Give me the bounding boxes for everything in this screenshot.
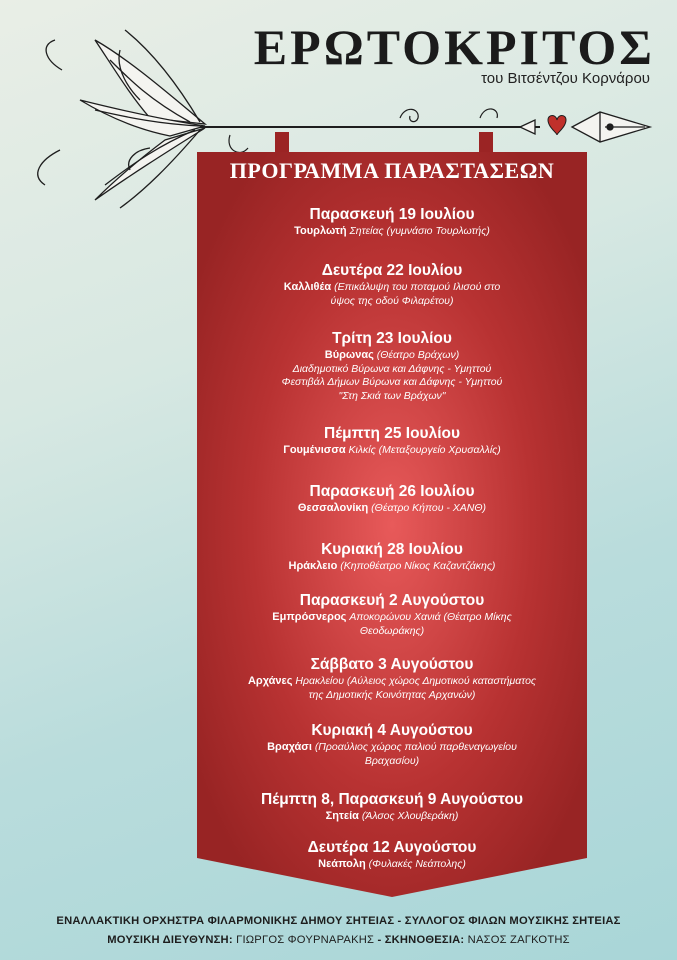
event-detail: Αποκορώνου Χανιά (Θέατρο Μίκης [349, 611, 512, 623]
event-detail: (Άλσος Χλουβεράκη) [361, 810, 459, 822]
event-detail: Ηρακλείου (Αύλειος χώρος Δημοτικού καταστήματος [295, 675, 537, 687]
event-item [197, 540, 587, 574]
program-heading: ΠΡΟΓΡΑΜΜΑ ΠΑΡΑΣΤΑΣΕΩΝ [229, 158, 555, 183]
event-item [197, 591, 587, 638]
event-date: Κυριακή 4 Αυγούστου [311, 722, 473, 739]
event-date: Παρασκευή 26 Ιουλίου [309, 483, 475, 500]
event-date: Παρασκευή 19 Ιουλίου [309, 206, 475, 223]
event-item [197, 261, 587, 308]
event-place: Εμπρόσνερος [272, 611, 347, 623]
event-detail: Φεστιβάλ Δήμων Βύρωνα και Δάφνης - Υμηττού [281, 376, 503, 388]
event-date: Τρίτη 23 Ιουλίου [332, 330, 452, 347]
event-item [197, 329, 587, 403]
event-detail: (Θέατρο Κήπου - ΧΑΝΘ) [371, 502, 487, 514]
event-detail: Διαδημοτικό Βύρωνα και Δάφνης - Υμηττού [292, 362, 492, 375]
event-item [197, 790, 587, 824]
event-place: Γουμένισσα [283, 444, 346, 456]
event-date: Σάββατο 3 Αυγούστου [310, 656, 474, 673]
event-date: Πέμπτη 25 Ιουλίου [324, 425, 460, 442]
event-date: Δευτέρα 22 Ιουλίου [321, 262, 463, 279]
event-detail: (Προαύλιος χώρος παλιού παρθεναγωγείου [314, 741, 517, 753]
credits-separator: - [374, 934, 385, 946]
event-detail: (Φυλακές Νεάπολης) [368, 858, 466, 870]
event-date: Κυριακή 28 Ιουλίου [321, 541, 463, 558]
event-item [197, 838, 587, 872]
event-item [197, 655, 587, 702]
event-detail: Βραχασίου) [364, 754, 420, 767]
music-director-name: ΓΙΩΡΓΟΣ ΦΟΥΡΝΑΡΑΚΗΣ [236, 934, 375, 946]
footer-credits [0, 934, 677, 946]
director-label: ΣΚΗΝΟΘΕΣΙΑ: [384, 934, 465, 946]
page-subtitle: του Βιτσέντζου Κορνάρου [481, 70, 650, 87]
event-date: Παρασκευή 2 Αυγούστου [299, 592, 485, 609]
event-date: Δευτέρα 12 Αυγούστου [307, 839, 477, 856]
event-place: Αρχάνες [247, 675, 293, 687]
event-place: Καλλιθέα [283, 281, 332, 293]
event-detail: Κιλκίς (Μεταξουργείο Χρυσαλλίς) [348, 444, 501, 456]
event-place: Βραχάσι [267, 741, 312, 753]
event-place: Σητεία [325, 810, 359, 822]
event-place: Νεάπολη [318, 858, 366, 870]
event-item [197, 721, 587, 768]
event-place: Θεσσαλονίκη [297, 502, 369, 514]
event-item [197, 205, 587, 239]
event-detail: (Θέατρο Βράχων) [376, 349, 460, 361]
event-item [197, 482, 587, 516]
event-detail: (Επικάλυψη του ποταμού Ιλισού στο [334, 281, 501, 293]
event-detail: "Στη Σκιά των Βράχων" [338, 389, 446, 402]
event-item [197, 424, 587, 458]
event-detail: Σητείας (γυμνάσιο Τουρλωτής) [349, 225, 490, 237]
page-title: ΕΡΩΤΟΚΡΙΤΟΣ [253, 19, 655, 75]
music-director-label: ΜΟΥΣΙΚΗ ΔΙΕΥΘΥΝΣΗ: [107, 934, 233, 946]
event-place: Ηράκλειο [288, 560, 338, 572]
director-name: ΝΑΣΟΣ ΖΑΓΚΟΤΗΣ [467, 934, 570, 946]
event-place: Τουρλωτή [294, 225, 347, 237]
footer-organizers: ΕΝΑΛΛΑΚΤΙΚΗ ΟΡΧΗΣΤΡΑ ΦΙΛΑΡΜΟΝΙΚΗΣ ΔΗΜΟΥ ΣΗΤΕΙΑΣ - ΣΥΛΛΟΓΟΣ ΦΙΛΩΝ ΜΟΥΣΙΚΗΣ ΣΗΤΕΙΑΣ [56, 915, 621, 927]
event-detail: της Δημοτικής Κοινότητας Αρχανών) [308, 688, 476, 701]
event-detail: (Κηποθέατρο Νίκος Καζαντζάκης) [340, 560, 496, 572]
event-detail: Θεοδωράκης) [359, 624, 425, 637]
event-place: Βύρωνας [324, 349, 374, 361]
event-date: Πέμπτη 8, Παρασκευή 9 Αυγούστου [261, 791, 523, 808]
event-detail: ύψος της οδού Φιλαρέτου) [330, 294, 454, 307]
